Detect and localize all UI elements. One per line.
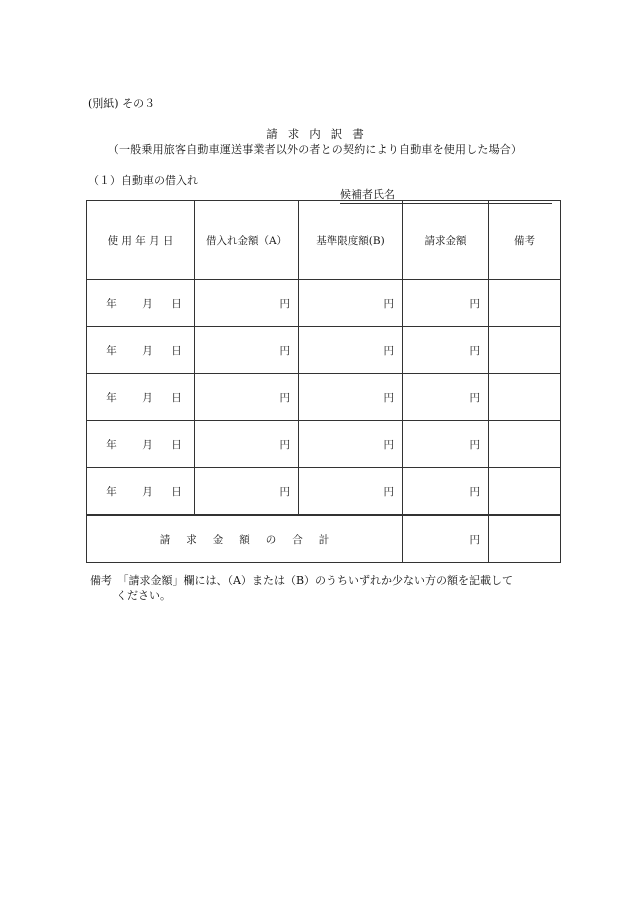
remarks-note-line1: 備考 「請求金額」欄には、（A）または（B）のうちいずれか少ない方の額を記載して (90, 574, 514, 587)
borrow-amount-cell[interactable]: 円 (195, 421, 299, 468)
limit-amount-cell[interactable]: 円 (299, 421, 403, 468)
table-row (87, 280, 561, 327)
col-header-limit: 基準限度額(B) (299, 201, 403, 280)
borrow-amount-cell[interactable]: 円 (195, 280, 299, 327)
claim-amount-cell[interactable]: 円 (403, 374, 489, 421)
table-row (87, 421, 561, 468)
remarks-cell[interactable] (489, 421, 561, 468)
date-cell[interactable]: 年 月 日 (87, 280, 195, 327)
limit-amount-cell[interactable]: 円 (299, 374, 403, 421)
col-header-remarks: 備考 (489, 201, 561, 280)
claim-amount-cell[interactable]: 円 (403, 468, 489, 516)
borrow-amount-cell[interactable]: 円 (195, 468, 299, 516)
remarks-note-line2: ください。 (116, 589, 171, 602)
claim-amount-cell[interactable]: 円 (403, 280, 489, 327)
attachment-reference: (別紙) その３ (88, 97, 156, 110)
total-remarks-cell[interactable] (489, 515, 561, 563)
document-title: 請求内訳書 (266, 127, 374, 141)
total-label: 請求金額の合計 (87, 515, 403, 563)
table-row (87, 468, 561, 516)
remarks-cell[interactable] (489, 280, 561, 327)
date-cell[interactable]: 年 月 日 (87, 421, 195, 468)
remarks-cell[interactable] (489, 468, 561, 516)
borrow-amount-cell[interactable]: 円 (195, 327, 299, 374)
total-row (87, 515, 561, 563)
remarks-cell[interactable] (489, 327, 561, 374)
expense-table (86, 200, 561, 563)
col-header-borrow-amount: 借入れ金額（A） (195, 201, 299, 280)
limit-amount-cell[interactable]: 円 (299, 327, 403, 374)
limit-amount-cell[interactable]: 円 (299, 280, 403, 327)
col-header-claim: 請求金額 (403, 201, 489, 280)
borrow-amount-cell[interactable]: 円 (195, 374, 299, 421)
table-row (87, 374, 561, 421)
claim-amount-cell[interactable]: 円 (403, 327, 489, 374)
table-row (87, 327, 561, 374)
total-claim-cell[interactable]: 円 (403, 515, 489, 563)
date-cell[interactable]: 年 月 日 (87, 327, 195, 374)
section-heading: （１）自動車の借入れ (88, 174, 198, 187)
table-header-row (87, 201, 561, 280)
date-cell[interactable]: 年 月 日 (87, 374, 195, 421)
claim-amount-cell[interactable]: 円 (403, 421, 489, 468)
col-header-date: 使 用 年 月 日 (87, 201, 195, 280)
remarks-cell[interactable] (489, 374, 561, 421)
document-subtitle: （一般乗用旅客自動車運送事業者以外の者との契約により自動車を使用した場合） (107, 143, 523, 156)
candidate-name-field[interactable]: 候補者氏名 (340, 186, 552, 204)
date-cell[interactable]: 年 月 日 (87, 468, 195, 516)
limit-amount-cell[interactable]: 円 (299, 468, 403, 516)
